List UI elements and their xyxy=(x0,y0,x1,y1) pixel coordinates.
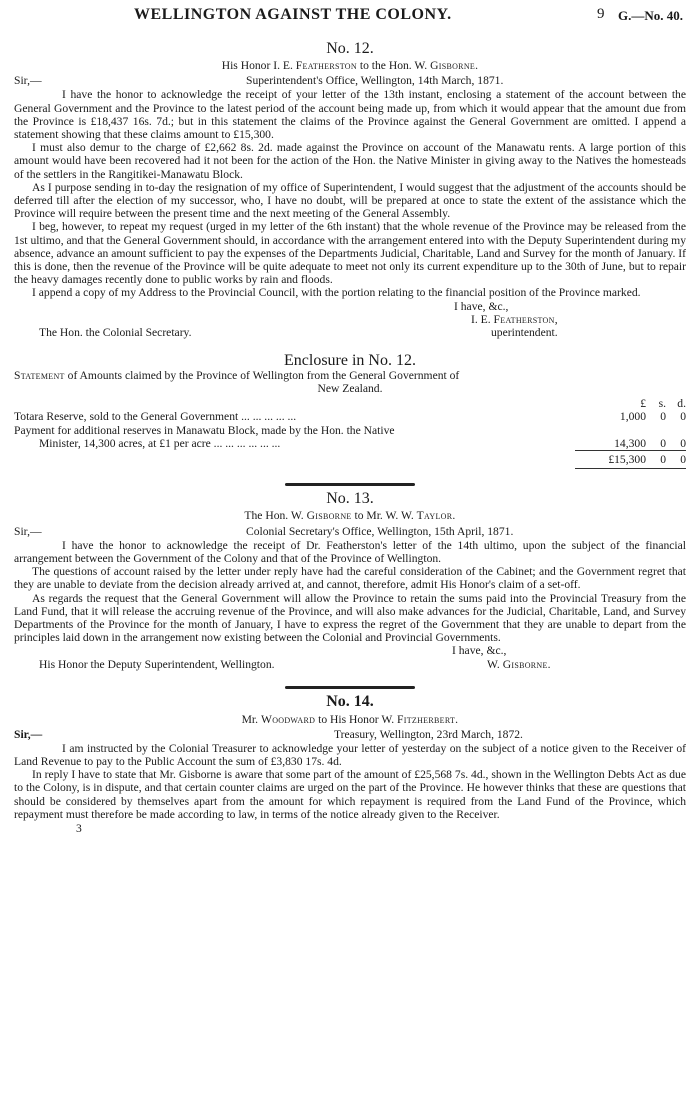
running-title: WELLINGTON AGAINST THE COLONY. xyxy=(134,6,452,23)
from-name: Woodward xyxy=(260,712,316,726)
item-description: Totara Reserve, sold to the General Government ... ... ... ... ... xyxy=(14,410,297,424)
currency-header-row xyxy=(14,397,686,410)
section-divider xyxy=(285,686,415,689)
table-row xyxy=(14,424,686,437)
item-pounds: 14,300 xyxy=(614,436,646,450)
addressee: His Honor the Deputy Superintendent, Wellington. xyxy=(39,658,275,672)
paragraph: I have the honor to acknowledge the receipt of Dr. Featherston's letter of the 14th ultimo, upon the subject of the financial arrangement between the Government of the Colony and that of the Province of Wellington. xyxy=(14,538,686,565)
total-shillings: 0 xyxy=(660,453,666,467)
signature-prefix: I. E. xyxy=(471,312,491,326)
salutation-line xyxy=(14,74,686,88)
item-pence: 0 xyxy=(680,410,686,424)
letter-12 xyxy=(14,42,686,342)
letter-number: No. 14. xyxy=(326,693,374,711)
salutation: Sir,— xyxy=(14,74,42,88)
paragraph: The questions of account raised by the letter under reply have had the careful consideration of the Cabinet; and the Government regret that they are unable to deviate from the decision already arrived at, and cannot, therefore, admit His Honor's claim of a set-off. xyxy=(14,565,686,592)
statement-continuation: New Zealand. xyxy=(317,382,383,396)
to-prefix: to the Hon. W. xyxy=(359,59,428,73)
from-prefix: His Honor I. E. xyxy=(221,59,293,73)
letter-14 xyxy=(14,695,686,835)
table-row xyxy=(14,437,686,450)
pounds-header: £ xyxy=(640,397,646,411)
letter-number: No. 13. xyxy=(326,490,374,508)
signature-name: Featherston, xyxy=(493,312,558,326)
page-number: 9 xyxy=(597,6,605,22)
letter-parties xyxy=(14,713,686,726)
statement-text: of Amounts claimed by the Province of Wellington from the General Government of xyxy=(67,368,460,382)
signature xyxy=(471,313,558,326)
paragraph: I beg, however, to repeat my request (urged in my letter of the 6th instant) that the whole revenue of the Province may be released from the 1st ultimo, and that the General Government should, in accordance with the arrangement entered into with the Deputy Superintendent during my absence, advance an amount sufficient to pay the expenses of the Departments Judicial, Charitable, Land and Survey for the month of January. If this is done, then the revenue of the Province will be quite adequate to meet not only its current expenditure up to the 30th of June, but to repair the heavy damages recently done to public works by rain and floods. xyxy=(14,220,686,287)
from-prefix: Mr. xyxy=(241,712,259,726)
paragraph: I am instructed by the Colonial Treasurer to acknowledge your letter of yesterday on the subject of a notice given to the Receiver of Land Revenue to pay to the Public Account the sum of £3,830 17s. 4d. xyxy=(14,741,686,768)
to-prefix: to Mr. W. W. xyxy=(354,509,414,523)
table-row xyxy=(14,410,686,423)
salutation: Sir,— xyxy=(14,524,42,538)
running-header xyxy=(14,6,686,32)
letter-13 xyxy=(14,492,686,674)
statement-label: Statement xyxy=(14,368,65,382)
from-prefix: The Hon. W. xyxy=(244,509,304,523)
paragraph: In reply I have to state that Mr. Gisborne is aware that some part of the amount of £25,568 7s. 4d., shown in the Wellington Debts Act as due to the Colony, is in dispute, and that certain counter claims are urged on the part of the Province. He however thinks that these are questions that should be considered by themselves apart from the amount for which repayment is required from the Land Fund of the Province, which repayment must therefore be made according to law, in terms of the notice already given to the Receiver. xyxy=(14,768,686,821)
sender-address: Superintendent's Office, Wellington, 14th March, 1871. xyxy=(246,74,504,88)
sender-address: Treasury, Wellington, 23rd March, 1872. xyxy=(334,727,523,741)
total-pounds: £15,300 xyxy=(608,453,646,467)
enclosure-heading: Enclosure in No. 12. xyxy=(284,351,416,369)
addressee: The Hon. the Colonial Secretary. xyxy=(39,325,192,339)
total-pence: 0 xyxy=(680,453,686,467)
to-name: Taylor. xyxy=(416,509,456,523)
to-prefix: to His Honor W. xyxy=(318,712,395,726)
document-page xyxy=(14,6,686,835)
letter-closing xyxy=(14,644,686,674)
paragraph: I must also demur to the charge of £2,662 8s. 2d. made against the Province on account of the Manawatu rents. A large portion of this amount would have been recovered had it not been for the action of the Hon. the Native Minister in giving away to the Natives the homesteads of the settlers in the Rangitikei-Manawatu Block. xyxy=(14,141,686,181)
paragraph: As regards the request that the General Government will allow the Province to retain the sums paid into the Provincial Treasury from the Land Fund, that it will release the accruing revenue of the Province, and will also make advances for the Judicial, Charitable, Land, and Survey Departments of the Province for the month of January, I have to express the regret of the Government that they are unable to depart from the principles laid down in the arrangement now existing between the Colonial and Provincial Governments. xyxy=(14,591,686,645)
closing-phrase: I have, &c., xyxy=(454,299,509,313)
item-description: Payment for additional reserves in Manawatu Block, made by the Hon. the Native xyxy=(14,423,395,437)
signature-name: Gisborne. xyxy=(502,658,551,672)
item-shillings: 0 xyxy=(660,410,666,424)
paragraph: I append a copy of my Address to the Provincial Council, with the portion relating to the financial position of the Province marked. xyxy=(32,286,641,300)
pence-header: d. xyxy=(677,397,686,411)
paragraph: As I purpose sending in to-day the resignation of my office of Superintendent, I would suggest that the adjustment of the accounts should be deferred till after the election of my successor, who, I have no doubt, will be prepared at once to state the extent of the assistance which the Province will require between the present time and the next meeting of the General Assembly. xyxy=(14,180,686,221)
paragraph: I have the honor to acknowledge the receipt of your letter of the 13th instant, enclosing a statement of the account between the General Government and the Province to the latest period of the account being made up, from which it would appear that the amount due from the Province is £18,437 16s. 7d.; but in this statement the claims of the Province against the General Government are omitted. I append a statement showing that these claims amount to £15,300. xyxy=(14,88,686,142)
letter-closing xyxy=(14,300,686,342)
letter-number: No. 12. xyxy=(326,40,374,57)
currency-header xyxy=(575,397,686,410)
section-divider xyxy=(285,483,415,486)
sender-address: Colonial Secretary's Office, Wellington, 15th April, 1871. xyxy=(246,524,514,538)
salutation-line xyxy=(14,728,686,742)
document-reference: G.—No. 40. xyxy=(618,8,683,23)
enclosure-12 xyxy=(14,351,686,470)
signature-prefix: W. xyxy=(487,658,500,672)
letter-parties xyxy=(14,509,686,522)
letter-parties xyxy=(14,59,686,72)
signature-mark: 3 xyxy=(76,821,82,835)
total-row xyxy=(14,450,686,469)
from-name: Featherston xyxy=(295,59,357,73)
statement-caption xyxy=(14,369,686,395)
signature xyxy=(487,658,551,671)
salutation: Sir,— xyxy=(14,727,43,741)
claims-table xyxy=(14,397,686,469)
signature-title: uperintendent. xyxy=(491,325,558,339)
to-name: Gisborne. xyxy=(430,59,479,73)
item-pence: 0 xyxy=(680,436,686,450)
shillings-header: s. xyxy=(658,397,666,411)
salutation-line xyxy=(14,525,686,539)
item-pounds: 1,000 xyxy=(619,410,646,424)
to-name: Fitzherbert. xyxy=(397,712,459,726)
item-shillings: 0 xyxy=(660,436,666,450)
item-description: Minister, 14,300 acres, at £1 per acre ... ... ... ... ... ... xyxy=(39,436,281,450)
closing-phrase: I have, &c., xyxy=(452,644,507,658)
from-name: Gisborne xyxy=(306,509,352,523)
